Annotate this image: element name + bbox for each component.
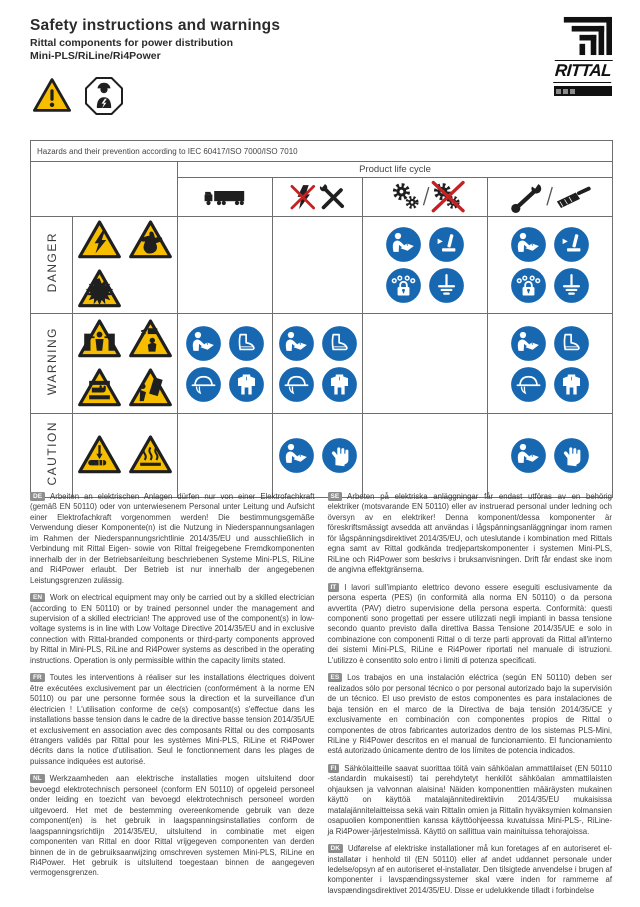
head-protection-icon (185, 366, 222, 403)
disconnect-power-icon (428, 226, 465, 263)
rittal-logo-wordmark: RITTAL (553, 60, 613, 83)
language-badge-it: IT (328, 583, 340, 592)
page-title: Safety instructions and warnings (30, 17, 281, 34)
safety-boots-icon (553, 325, 590, 362)
text-column-left (30, 492, 315, 903)
paragraph-text-es: Los trabajos en una instalación eléctrica (según EN 50110) deben ser realizados sólo por personal técnico o por personal autorizado bajo la supervisión de un técnico. El uso previsto de estos componentes es para instalaciones de baja tensión en el marco de la Directiva de baja tensión 2014/35/CE y exclusivamente en combinación con componentes propios de Rittal o componentes de otros fabricantes autorizados dentro de los sistemas PLS-Mini, RiLine y Ri4Power descritos en el manual de funcionamiento. El funcionamiento está autorizado únicamente dentro de los límites de potencia indicados. (327, 673, 612, 756)
read-manual-icon (278, 325, 315, 362)
operation-gears-icon (379, 178, 471, 216)
row-label-caution: CAUTION (31, 414, 73, 498)
crush-warning-icon (77, 317, 122, 362)
caution-installation-cell (273, 414, 363, 498)
read-manual-icon (385, 226, 422, 263)
paragraph-text-nl: Werkzaamheden aan elektrische installaties mogen uitsluitend door bevoegd elektrotechnisch personeel (conform EN 50110) of opgeleid personeel onder leiding en toezicht van bevoegd elektrotechnisch personeel worden uitgevoerd. Het met de bestemming overeenkomende gebruik van deze component(en) is het gebruik in laagspanningsinstallaties conform de laagspanningsrichtlijn 2014/35/EU, uitsluitend in combinatie met eigen componenten van Rittal en door Rittal vrijgegeven componenten van derden binnen de in de gebruiksaanwijzing omschreven systemen Mini-PLS, RiLine en Ri4Power. Het gebruik is uitsluitend toegestaan binnen de aangegeven vermogensgrenzen. (30, 774, 315, 878)
table-corner-cell (31, 162, 178, 217)
paragraph-text-de: Arbeiten an elektrischen Anlagen dürfen nur von einer Elektrofachkraft (gemäß EN 50110) oder von unterwiesenem Personal unter Leitung und Aufsicht einer Elektrofachkraft vorgenommen werden! Die bestimmungsgemäße Verwendung dieser Komponente(n) ist die Nutzung in Niederspannungsanlagen im Rahmen der Niederspannungsrichtlinie 2014/35/EU und ausschließlich in Verbindung mit Rittal Eigen- sowie von Rittal freigegebene Fremdkomponenten innerhalb der in der Betriebsanleitung beschriebenen Systeme Mini-PLS, RiLine and Ri4Power erlaubt. Der Betrieb ist nur innerhalb der angegebenen Leistungsgrenzen zulässig. (30, 492, 315, 585)
explosion-warning-icon (77, 267, 122, 312)
language-badge-fi: FI (328, 764, 340, 773)
warning-installation-cell (273, 314, 363, 414)
safety-paragraph-de (30, 492, 315, 586)
protective-gloves-icon (321, 437, 358, 474)
warning-operation-cell (363, 314, 488, 414)
safety-paragraph-es (328, 673, 613, 757)
language-badge-dk: DK (328, 844, 343, 853)
danger-operation-cell (363, 217, 488, 314)
rittal-logo (554, 16, 612, 96)
row-label-warning: WARNING (31, 314, 73, 414)
language-badge-nl: NL (30, 774, 45, 783)
caution-maintenance-cell (488, 414, 613, 498)
life-cycle-header: Product life cycle (178, 162, 613, 178)
page-subtitle: Rittal components for power distribution (30, 37, 233, 49)
language-badge-es: ES (328, 673, 343, 682)
lockout-icon (510, 267, 547, 304)
paragraph-text-dk: Udførelse af elektriske installationer må kun foretages af en autoriseret el-installatør i henhold til (EN 50110) eller af andet uddannet personale under ledelse/opsyn af en autoriseret el-installatør. Den tilsigtede anvendelse i brugen af komponenter i lavspændingssystemer skal være inden for rammerne af lavspændingsdirektivet 2014/35/EU. Disse er udelukkende tilladt i forbindelse (327, 844, 612, 895)
language-badge-fr: FR (30, 673, 45, 682)
caution-transport-cell (178, 414, 273, 498)
warning-warning-signs-cell (73, 314, 178, 414)
protective-clothing-icon (553, 366, 590, 403)
life-cycle-installation-cell (273, 178, 363, 217)
warning-transport-cell (178, 314, 273, 414)
sharp-edge-warning-icon (77, 433, 122, 478)
header-safety-icons (30, 76, 124, 116)
safety-paragraph-dk (328, 844, 613, 896)
language-badge-de: DE (30, 492, 45, 501)
life-cycle-maintenance-cell (488, 178, 613, 217)
safety-boots-icon (321, 325, 358, 362)
read-manual-icon (510, 437, 547, 474)
warning-maintenance-cell (488, 314, 613, 414)
earth-ground-icon (553, 267, 590, 304)
head-protection-icon (278, 366, 315, 403)
read-manual-icon (510, 226, 547, 263)
safety-paragraph-se (328, 492, 613, 576)
maintenance-cleaning-icon (504, 178, 596, 216)
read-manual-icon (278, 437, 315, 474)
protective-clothing-icon (321, 366, 358, 403)
read-manual-icon (185, 325, 222, 362)
multilingual-text (30, 492, 612, 903)
safety-paragraph-nl (30, 774, 315, 879)
table-row-warning (31, 314, 613, 414)
danger-warning-signs-cell (73, 217, 178, 314)
electric-shock-warning-icon (77, 218, 122, 263)
table-row-danger (31, 217, 613, 314)
product-line: Mini-PLS/RiLine/Ri4Power (30, 50, 161, 62)
hand-injury-warning-icon (128, 218, 173, 263)
life-cycle-transport-cell (178, 178, 273, 217)
hazard-prevention-table (30, 140, 613, 498)
paragraph-text-fr: Toutes les interventions à réaliser sur les installations électriques doivent être exécutées exclusivement par un électricien (conformément à la norme EN 50110) ou par une personne formée sous la direction et la surveillance d'un électricien ! L'utilisation conforme de ce(s) composant(s) s'effectue dans les installations basse tension dans le cadre de la directive basse tension 2014/35/UE et exclusivement en association avec des composants Rittal ou des composants étrangers validés par Rittal pour les systèmes Mini-PLS, RiLine et Ri4Power décrits dans la notice d'utilisation. Seul le fonctionnement dans les plages de puissance indiquées est autorisé. (30, 673, 315, 766)
life-cycle-operation-cell (363, 178, 488, 217)
electrician-icon (84, 76, 124, 116)
caution-warning-signs-cell (73, 414, 178, 498)
danger-installation-cell (273, 217, 363, 314)
rittal-logo-bar (554, 86, 612, 96)
safety-boots-icon (228, 325, 265, 362)
falling-objects-warning-icon (128, 317, 173, 362)
tipping-warning-icon (128, 366, 173, 411)
protective-clothing-icon (228, 366, 265, 403)
table-caption: Hazards and their prevention according to IEC 60417/ISO 7000/ISO 7010 (31, 141, 613, 162)
earth-ground-icon (428, 267, 465, 304)
hot-surface-warning-icon (128, 433, 173, 478)
paragraph-text-it: I lavori sull'impianto elettrico devono essere eseguiti esclusivamente da persona esperta (PES) (in conformità alla norma EN 50110) o da persona avvertita (PAV) dietro supervisione della persona esperta. Conformità: questi componenti sono progettati per essere utilizzati negli impianti in bassa tensione secondo quanto previsto dalla direttiva Bassa Tensione 2014/35/UE e solo in combinazione con componenti Rittal o di terze parti approvati da Rittal all'interno dei sistemi Mini-PLS, RiLine e Ri4Power riportati nel manuale di istruzioni. L'utilizzo è consentito solo entro i limiti di potenza specificati. (327, 582, 612, 665)
paragraph-text-en: Work on electrical equipment may only be carried out by a skilled electrician (according to EN 50110) or by trained personnel under the management and supervision of a skilled electrician! The approved use of the component(s) in low-voltage systems is in line with Low Voltage Directive 2014/35/EU and in exclusive connection with Rittal-branded components or third-party components approved by Rittal in Mini-PLS, RiLine and Ri4Power systems as described in the operating instructions. Operation is only permissible within the capacity limits stated. (30, 593, 315, 665)
no-power-tools-icon (287, 182, 349, 213)
paragraph-text-fi: Sähkölaitteille saavat suorittaa töitä vain sähköalan ammattilaiset (EN 50110 -standardin mukaisesti) tai perehdytetyt henkilöt sähköalan ammattilaisten ohjauksen ja valvonnan alaisina! Näiden komponenttien määräysten mukainen käyttö on käyttöä matalajännitedirektiivin 2014/35/EU mukaisissa matalajännitelaitteissa sekä vain Rittalin omien ja Rittalin hyväksymien kolmansien osapuolien komponenttien kanssa käyttöohjeessa kuvatuissa Mini-PLS-, RiLine- ja Ri4Power-järjestelmissä. Käyttö on sallittua vain mainituissa tehorajoissa. (327, 763, 612, 836)
rittal-logo-mark (556, 16, 612, 56)
truck-icon (197, 182, 253, 212)
safety-paragraph-en (30, 593, 315, 666)
language-badge-se: SE (328, 492, 343, 501)
general-warning-icon (30, 76, 74, 116)
danger-maintenance-cell (488, 217, 613, 314)
language-badge-en: EN (30, 593, 45, 602)
text-column-right (328, 492, 613, 903)
safety-paragraph-it (328, 583, 613, 667)
safety-paragraph-fi (328, 764, 613, 837)
table-row-caution (31, 414, 613, 498)
document-header (30, 17, 280, 62)
danger-transport-cell (178, 217, 273, 314)
caution-operation-cell (363, 414, 488, 498)
protective-gloves-icon (553, 437, 590, 474)
head-protection-icon (510, 366, 547, 403)
paragraph-text-se: Arbeten på elektriska anläggningar får endast utföras av en behörig elektriker (motsvarande EN 50110) eller av instruerad personal under ledning och översyn av en elektriker! Denna komponent/dessa komponenter är föreskriftsmässigt avsedda att användas i lågspänningsanläggningar inom ramen för lågspänningsdirektivet 2014/35/EU, och uteslutande i kombination med Rittals egna samt av Rittal godkända tredjepartskomponenter i systemen Mini-PLS, RiLine och Ri4Power som beskrivs i bruksanvisningen. Drift får endast ske inom de angivna effektgränserna. (327, 492, 612, 575)
safety-paragraph-fr (30, 673, 315, 767)
row-label-danger: DANGER (31, 217, 73, 314)
lockout-icon (385, 267, 422, 304)
read-manual-icon (510, 325, 547, 362)
disconnect-power-icon (553, 226, 590, 263)
hand-crush-warning-icon (77, 366, 122, 411)
